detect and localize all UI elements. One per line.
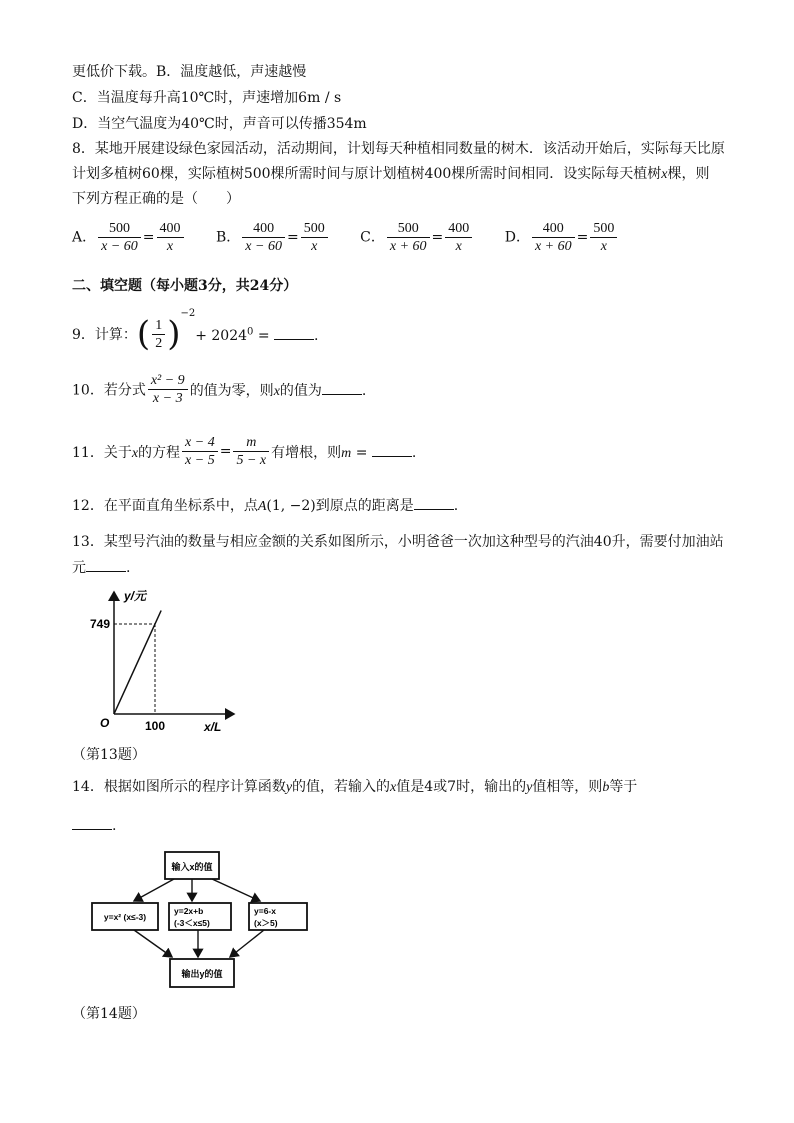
q9-exponent2: 0 <box>247 325 254 337</box>
input-label: 输入x的值 <box>171 862 213 872</box>
q14-mid3: 值相等，则 <box>532 779 603 795</box>
arrow-from-right <box>230 930 264 957</box>
left-label: y=x² (x≤-3) <box>103 912 147 922</box>
answer-blank[interactable] <box>372 442 412 457</box>
right-label-1: y=6-x <box>254 906 276 916</box>
text-l1: 更低价下载。B．温度越低，声速越慢 <box>72 64 307 80</box>
q14-end: . <box>112 818 117 834</box>
q8-text-a: 8．某地开展建设绿色家园活动，活动期间，计划每天种植相同数量的树木．该活动开始后，实际每天比原 <box>72 141 725 157</box>
q10-suffix2: 的值为 <box>279 382 322 399</box>
q8-option-c[interactable]: C． $\frac{500}{x + 60}$ = $\frac{400}{x}$ <box>360 220 474 255</box>
q9-end: . <box>314 327 319 344</box>
frac-num: x − 4 <box>185 435 215 450</box>
q11-suffix: 有增根，则 <box>271 444 342 461</box>
frac-den: x + 60 <box>387 237 430 255</box>
frac-den: x − 3 <box>148 389 188 407</box>
q10-suffix: 的值为零，则 <box>189 382 274 399</box>
q9-exponent: −2 <box>180 308 196 319</box>
frac-num: 500 <box>397 221 419 236</box>
option-label: A． <box>72 229 97 246</box>
q11-prefix: 11．关于 <box>72 444 132 461</box>
frac-num: 1 <box>155 317 163 333</box>
answer-blank[interactable] <box>322 380 362 395</box>
q11-eq: = <box>351 444 372 461</box>
arrow-from-left <box>134 930 172 957</box>
answer-blank[interactable] <box>414 495 454 510</box>
answer-blank[interactable] <box>72 815 112 830</box>
q14-line2 <box>72 815 116 836</box>
q14-y2: y <box>526 780 533 795</box>
q11-end: . <box>411 444 417 461</box>
q11-var: x <box>131 445 139 461</box>
q9-prefix: 9．计算： <box>72 327 137 343</box>
q9-plus: + 2024 <box>195 327 248 344</box>
y-tick-label: 749 <box>89 617 110 631</box>
q8-options <box>72 220 645 255</box>
frac-num: x² − 9 <box>150 373 185 388</box>
q12 <box>72 495 458 517</box>
q8-option-a[interactable]: A． $\frac{500}{x - 60}$ = $\frac{400}{x}$ <box>72 220 186 255</box>
mid-label-2: (-3＜x≤5) <box>174 918 210 928</box>
q13-text: 元 <box>72 560 86 576</box>
q12-suffix: 到原点的距离是 <box>315 498 414 514</box>
text-l3: D．当空气温度为40℃时，声音可以传播354m <box>72 116 367 132</box>
frac-den: x + 60 <box>532 237 575 255</box>
q8-line2 <box>72 164 709 185</box>
arrow-to-left <box>134 879 174 901</box>
q13-caption: （第13题） <box>72 747 146 763</box>
q14-x: x <box>390 780 397 795</box>
section-heading: 二、填空题（每小题3分，共24分） <box>72 278 298 294</box>
q13-line1: 13．某型号汽油的数量与相应金额的关系如图所示，小明爸爸一次加这种型号的汽油40升，需要付加油站 <box>72 534 724 550</box>
q9-eq: = <box>253 327 275 344</box>
q12-prefix: 12．在平面直角坐标系中，点 <box>72 498 258 514</box>
left-paren: ( <box>136 314 151 354</box>
q14-y: y <box>285 780 293 795</box>
frac-den: x <box>157 237 184 255</box>
q14-mid2: 值是4或7时，输出的 <box>396 779 527 795</box>
q14-suffix: 等于 <box>609 779 638 795</box>
frac-num: m <box>246 435 257 450</box>
q12-point: A <box>257 499 267 514</box>
q10 <box>72 372 366 407</box>
q11: 11．关于x的方程 $\frac{x - 4}{x - 5}$ = $\frac{m}{5 - x}$ 有增根，则m = . <box>72 435 417 468</box>
q8-text-b-end: 棵，则 <box>667 166 710 182</box>
frac-den: 2 <box>152 334 165 352</box>
frac-num: 400 <box>542 221 564 236</box>
frac-num: 400 <box>159 221 181 236</box>
q14-line1 <box>72 777 637 798</box>
option-d-line <box>72 114 367 134</box>
frac-num: 500 <box>303 221 325 236</box>
q14-caption: （第14题） <box>72 1006 146 1022</box>
frac-den: x − 60 <box>242 237 285 255</box>
frac-num: 500 <box>593 221 615 236</box>
mid-label-1: y=2x+b <box>174 906 204 916</box>
q12-end: . <box>453 498 459 514</box>
series-line <box>114 611 161 715</box>
q14-flowchart <box>84 845 324 995</box>
q13-chart <box>84 582 244 742</box>
text-l2: C．当温度每升高10℃时，声速增加6m / s <box>72 90 342 106</box>
q8-var: x <box>661 167 668 182</box>
q8-line1 <box>72 139 725 159</box>
q8-text-b: 计划多植树60棵，实际植树500棵所需时间与原计划植树400棵所需时间相同．设实际每天植树 <box>72 166 662 182</box>
answer-blank[interactable] <box>274 325 314 340</box>
frac-num: 500 <box>108 221 130 236</box>
q11-m: m <box>341 445 352 461</box>
q12-coords: (1, −2) <box>266 498 316 514</box>
q14-mid: 的值，若输入的 <box>292 779 391 795</box>
frac-den: x − 60 <box>98 237 141 255</box>
answer-blank[interactable] <box>86 557 126 572</box>
frac-den: 5 − x <box>233 451 269 469</box>
q13-line2 <box>72 557 130 578</box>
q8-option-d[interactable]: D． $\frac{400}{x + 60}$ = $\frac{500}{x}$ <box>505 220 620 255</box>
right-paren: ) <box>167 314 181 354</box>
option-c-line <box>72 88 341 108</box>
q10-prefix: 10．若分式 <box>72 382 146 399</box>
option-label: C． <box>360 229 385 246</box>
arrow-to-right <box>212 879 260 901</box>
x-tick-label: 100 <box>144 719 166 733</box>
origin-label: O <box>100 716 110 730</box>
frac-num: 400 <box>448 221 470 236</box>
q10-end: . <box>361 382 367 399</box>
right-label-2: (x＞5) <box>254 918 278 928</box>
q10-var: x <box>273 383 280 399</box>
option-label: B． <box>215 229 241 246</box>
q8-line3 <box>72 189 240 209</box>
q8-option-b[interactable]: B． $\frac{400}{x - 60}$ = $\frac{500}{x}$ <box>216 220 330 255</box>
frac-den: x <box>301 237 328 255</box>
frac-den: x <box>445 237 472 255</box>
x-axis-label: x/L <box>204 720 222 734</box>
option-label: D． <box>504 229 530 246</box>
frac-den: x <box>590 237 617 255</box>
q14-b: b <box>602 780 610 795</box>
y-axis-label: y/元 <box>124 589 147 603</box>
q14-prefix: 14．根据如图所示的程序计算函数 <box>72 779 286 795</box>
frac-den: x − 5 <box>182 451 218 469</box>
q13-end: . <box>126 560 131 576</box>
q11-prefix2: 的方程 <box>138 444 181 461</box>
option-b-line <box>72 62 306 82</box>
frac-num: 400 <box>253 221 275 236</box>
output-label: 输出y的值 <box>181 969 223 979</box>
q9 <box>72 308 318 352</box>
q8-text-c: 下列方程正确的是（ ） <box>72 191 240 207</box>
